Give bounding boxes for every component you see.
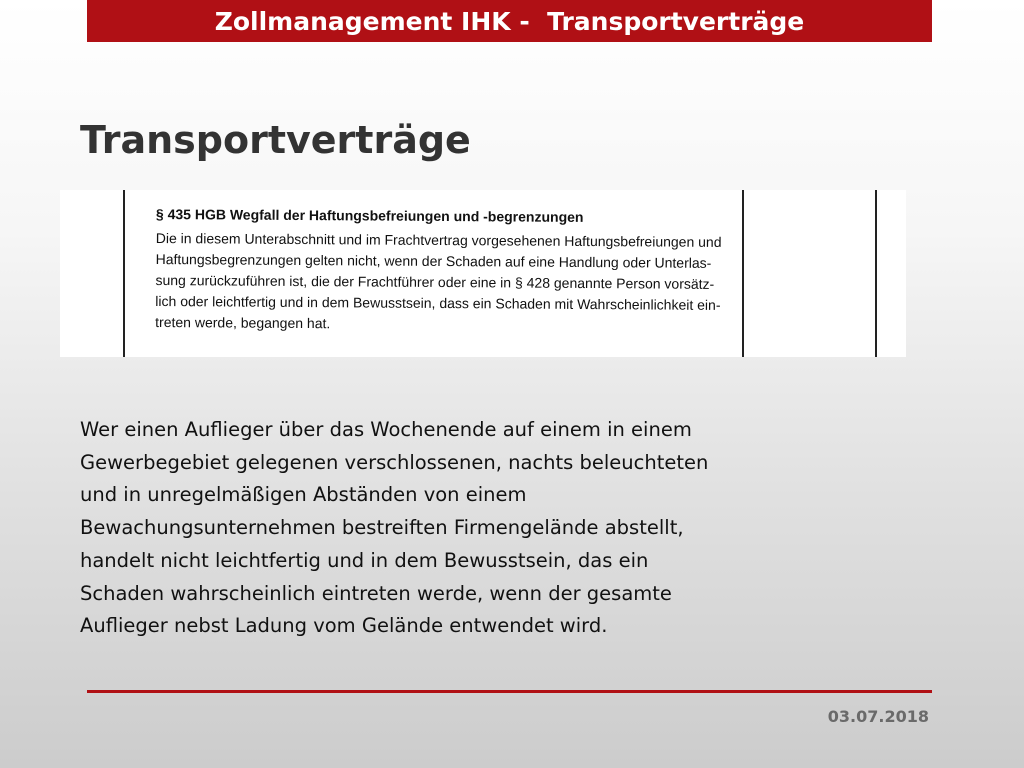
law-excerpt-body: [155, 228, 736, 337]
body-line: Schaden wahrscheinlich eintreten werde, wenn der gesamte: [80, 581, 672, 605]
law-excerpt-image: [60, 190, 906, 357]
body-line: Auflieger nebst Ladung vom Gelände entwendet wird.: [80, 614, 608, 638]
law-excerpt-line: sung zurückzuführen ist, die der Frachtführer oder eine in § 428 genannte Person vorsätz-: [155, 271, 715, 292]
law-excerpt-heading: § 435 HGB Wegfall der Haftungsbefreiungen und -begrenzungen: [155, 206, 584, 225]
law-excerpt-line: Haftungsbegrenzungen gelten nicht, wenn der Schaden auf eine Handlung oder Unterlas-: [155, 250, 712, 271]
law-excerpt-text: [155, 206, 736, 337]
law-excerpt-line: lich oder leichtfertig und in dem Bewusstsein, dass ein Schaden mit Wahrscheinlichkeit ein-: [155, 292, 721, 313]
law-excerpt-line: treten werde, begangen hat.: [155, 313, 331, 332]
scan-border-line: [875, 190, 877, 357]
scan-border-line: [123, 190, 125, 357]
scan-border-line: [742, 190, 744, 357]
footer-divider: [87, 690, 932, 693]
header-bar: [87, 0, 932, 42]
body-line: Wer einen Auflieger über das Wochenende auf einem in einem: [80, 418, 692, 441]
body-line: und in unregelmäßigen Abständen von einem: [80, 483, 527, 507]
body-line: Gewerbegebiet gelegenen verschlossenen, nachts beleuchteten: [80, 450, 709, 474]
footer-date: 03.07.2018: [827, 707, 929, 726]
body-line: handelt nicht leichtfertig und in dem Bewusstsein, das ein: [80, 548, 649, 572]
body-paragraph: [80, 414, 840, 643]
header-title: Zollmanagement IHK - Transportverträge: [214, 6, 805, 36]
slide-title: Transportverträge: [80, 118, 471, 162]
body-line: Bewachungsunternehmen bestreiften Firmengelände abstellt,: [80, 516, 684, 540]
law-excerpt-line: Die in diesem Unterabschnitt und im Frachtvertrag vorgesehenen Haftungsbefreiungen und: [155, 229, 722, 250]
